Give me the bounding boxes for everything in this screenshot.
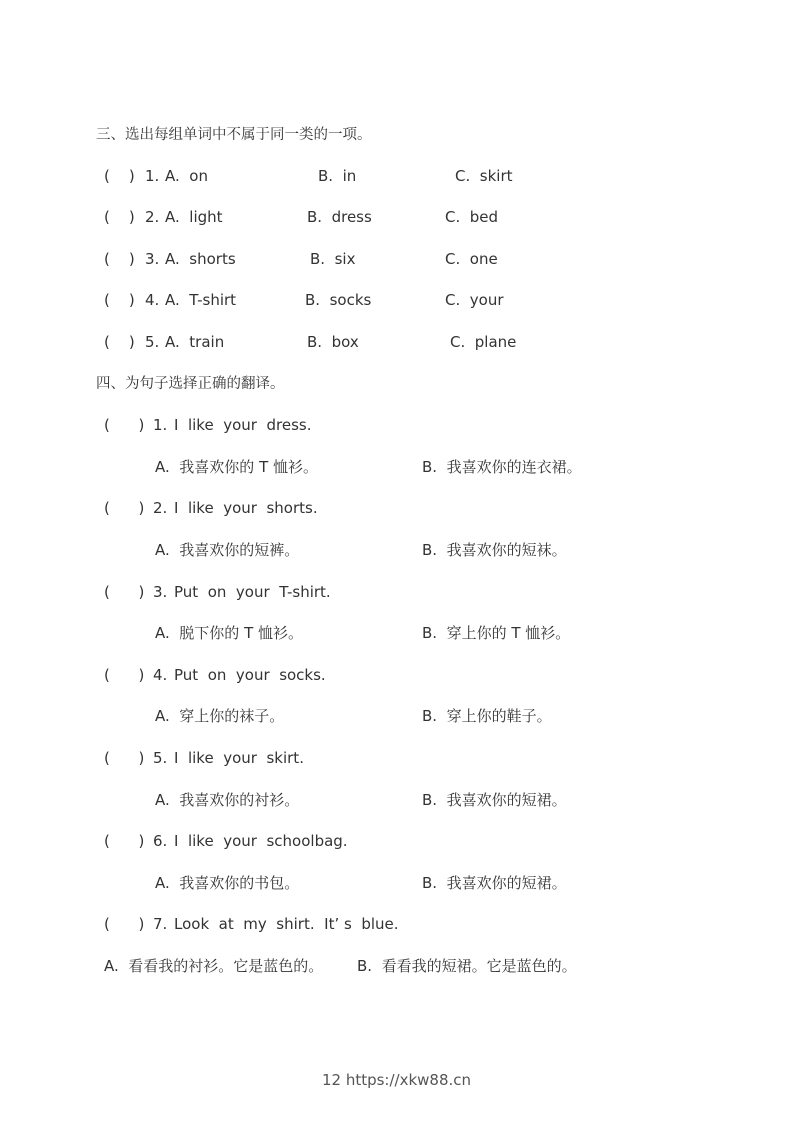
- question-number: 1.: [145, 167, 160, 185]
- answer-blank[interactable]: ( ): [104, 416, 145, 434]
- option-a: A. 看看我的衬衫。它是蓝色的。: [104, 957, 324, 975]
- option-b: B. 穿上你的鞋子。: [422, 707, 552, 725]
- answer-blank[interactable]: ( ): [104, 583, 145, 601]
- option-a: A. 我喜欢你的衬衫。: [155, 791, 300, 809]
- question-number: 5.: [153, 749, 168, 767]
- option-a: A. on: [165, 167, 208, 185]
- option-a: A. shorts: [165, 250, 236, 268]
- page-footer: 12 https://xkw88.cn: [321, 1071, 472, 1089]
- answer-blank[interactable]: ( ): [104, 291, 135, 309]
- question-sentence: Put on your T-shirt.: [174, 583, 331, 601]
- answer-blank[interactable]: ( ): [104, 499, 145, 517]
- option-b: B. socks: [305, 291, 372, 309]
- question-number: 3.: [145, 250, 160, 268]
- option-b: B. 穿上你的 T 恤衫。: [422, 624, 571, 642]
- section4-title: 四、为句子选择正确的翻译。: [96, 376, 285, 392]
- question-number: 2.: [145, 208, 160, 226]
- question-sentence: Look at my shirt. It’ s blue.: [174, 915, 399, 933]
- answer-blank[interactable]: ( ): [104, 915, 145, 933]
- answer-blank[interactable]: ( ): [104, 208, 135, 226]
- option-a: A. 我喜欢你的短裤。: [155, 541, 300, 559]
- question-number: 4.: [145, 291, 160, 309]
- option-b: B. in: [318, 167, 357, 185]
- option-c: C. plane: [450, 333, 517, 351]
- option-b: B. 我喜欢你的连衣裙。: [422, 458, 582, 476]
- question-number: 1.: [153, 416, 168, 434]
- option-b: B. dress: [307, 208, 372, 226]
- answer-blank[interactable]: ( ): [104, 666, 145, 684]
- option-b: B. 我喜欢你的短裙。: [422, 791, 567, 809]
- question-number: 4.: [153, 666, 168, 684]
- answer-blank[interactable]: ( ): [104, 832, 145, 850]
- option-b: B. 我喜欢你的短裙。: [422, 874, 567, 892]
- question-number: 3.: [153, 583, 168, 601]
- question-sentence: I like your schoolbag.: [174, 832, 348, 850]
- question-sentence: Put on your socks.: [174, 666, 326, 684]
- option-c: C. skirt: [455, 167, 513, 185]
- option-b: B. box: [307, 333, 359, 351]
- section3-title: 三、选出每组单词中不属于同一类的一项。: [96, 127, 372, 143]
- option-a: A. train: [165, 333, 225, 351]
- option-b: B. six: [310, 250, 356, 268]
- option-a: A. light: [165, 208, 223, 226]
- option-c: C. your: [445, 291, 504, 309]
- question-number: 6.: [153, 832, 168, 850]
- question-number: 2.: [153, 499, 168, 517]
- option-a: A. 脱下你的 T 恤衫。: [155, 624, 304, 642]
- option-c: C. one: [445, 250, 498, 268]
- question-sentence: I like your shorts.: [174, 499, 318, 517]
- option-a: A. 我喜欢你的书包。: [155, 874, 300, 892]
- answer-blank[interactable]: ( ): [104, 167, 135, 185]
- option-a: A. 穿上你的袜子。: [155, 707, 285, 725]
- answer-blank[interactable]: ( ): [104, 749, 145, 767]
- option-b: B. 看看我的短裙。它是蓝色的。: [357, 957, 577, 975]
- question-sentence: I like your skirt.: [174, 749, 304, 767]
- option-c: C. bed: [445, 208, 499, 226]
- question-sentence: I like your dress.: [174, 416, 312, 434]
- question-number: 5.: [145, 333, 160, 351]
- answer-blank[interactable]: ( ): [104, 250, 135, 268]
- option-a: A. 我喜欢你的 T 恤衫。: [155, 458, 319, 476]
- option-b: B. 我喜欢你的短袜。: [422, 541, 567, 559]
- question-number: 7.: [153, 915, 168, 933]
- option-a: A. T-shirt: [165, 291, 237, 309]
- answer-blank[interactable]: ( ): [104, 333, 135, 351]
